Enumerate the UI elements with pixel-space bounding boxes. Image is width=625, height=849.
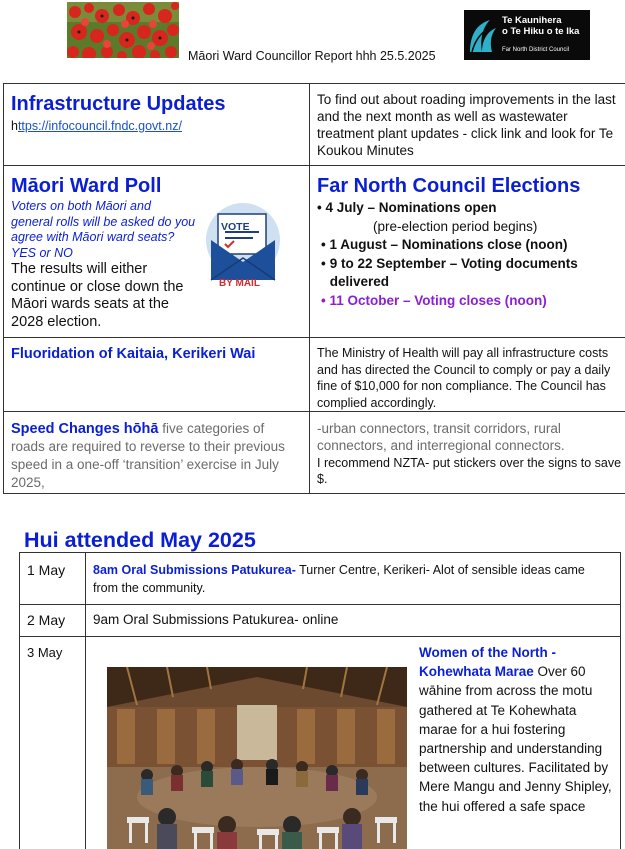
marae-hui-photo [107, 667, 407, 849]
logo-line-3: Far North District Council [502, 47, 570, 53]
election-item-voting-documents: • 9 to 22 September – Voting documents delivered [321, 255, 578, 289]
hui-entry-3-title: Women of the North - Kohewhata Marae [419, 645, 556, 680]
infrastructure-description: To find out about roading improvements in the last and the next month as well as wastewater treatment plant updates - click link and look for Te Koukou Minutes [317, 92, 616, 158]
logo-line-1: Te Kaunihera [502, 15, 562, 26]
road-categories: -urban connectors, transit corridors, rural connectors, and interregional connectors. [317, 421, 565, 453]
poll-heading: Māori Ward Poll [11, 175, 162, 197]
speed-right-cell [317, 420, 622, 487]
council-logo [464, 10, 590, 60]
hui-table-border [19, 604, 621, 605]
hui-table-border [19, 552, 621, 553]
elections-cell [317, 174, 622, 310]
table-border [3, 493, 625, 494]
speed-heading: Speed Changes hōhā [11, 421, 159, 437]
logo-line-2: o Te Hiku o te Ika [502, 25, 580, 37]
table-border [3, 337, 625, 338]
elections-heading: Far North Council Elections [317, 175, 581, 197]
speed-cell [11, 420, 301, 492]
poppies-image [67, 2, 179, 58]
election-item-voting-closes: • 11 October – Voting closes (noon) [321, 292, 547, 308]
poll-cell [11, 174, 211, 331]
table-border [3, 83, 625, 84]
hui-entry-2-text: 9am Oral Submissions Patukurea- online [93, 612, 339, 627]
election-item-nominations-close: • 1 August – Nominations close (noon) [321, 237, 568, 252]
council-emblem-icon [468, 16, 498, 54]
by-mail-label: BY MAIL [219, 278, 260, 289]
hui-entry-1-title: 8am Oral Submissions Patukurea- [93, 563, 296, 577]
hui-entry-1 [93, 561, 613, 597]
hui-entry-3-text: Over 60 wāhine from across the motu gathered at Te Kohewhata marae for a hui fostering partnership and understanding between cultures. Facilitated by Mere Mangu and Jenny Shipley, the hui offered a safe space [419, 664, 612, 814]
infocouncil-link[interactable]: ttps://infocouncil.fndc.govt.nz/ [17, 119, 182, 133]
poll-question: Voters on both Māori and general rolls will be asked do you agree with Māori ward seats? YES or NO [11, 199, 196, 260]
hui-table-border [19, 636, 621, 637]
hui-entry-3 [419, 643, 615, 816]
link-prefix: h [11, 119, 18, 133]
hui-entry-1-text: Turner Centre, Kerikeri- Alot of sensible ideas came from the community. [93, 563, 585, 595]
fluoridation-heading: Fluoridation of Kaitaia, Kerikeri Wai [11, 346, 256, 362]
fluoridation-description: The Ministry of Health will pay all infrastructure costs and has directed the Council to comply or pay a daily fine of $10,000 for non compliance. The Council has complied accordingly. [317, 346, 611, 410]
infrastructure-heading: Infrastructure Updates [11, 93, 226, 115]
table-border [3, 83, 4, 494]
report-title: Māori Ward Councillor Report hhh 25.5.2025 [188, 49, 436, 63]
poll-result: The results will either continue or close down the Māori wards seats at the 2028 election. [11, 261, 184, 330]
table-border [3, 165, 625, 166]
hui-date-3: 3 May [27, 645, 63, 660]
speed-description: five categories of roads are required to reverse to their previous speed in a one-off ‘transition’ exercise in July 2025, [11, 421, 285, 490]
hui-table-border [85, 552, 86, 849]
election-item-nominations-open: • 4 July – Nominations open [317, 200, 497, 215]
nzta-recommendation: I recommend NZTA- put stickers over the signs to save $. [317, 456, 622, 486]
infrastructure-cell [11, 92, 301, 133]
table-border [309, 83, 310, 494]
hui-title: Hui attended May 2025 [24, 528, 256, 552]
election-item-pre-election: (pre-election period begins) [373, 218, 538, 234]
vote-by-mail-icon [203, 200, 283, 290]
hui-table-border [620, 552, 621, 849]
hui-date-1: 1 May [27, 562, 66, 578]
vote-label: VOTE [221, 221, 250, 233]
hui-date-2: 2 May [27, 612, 66, 628]
table-border [3, 411, 625, 412]
hui-table-border [19, 552, 20, 849]
